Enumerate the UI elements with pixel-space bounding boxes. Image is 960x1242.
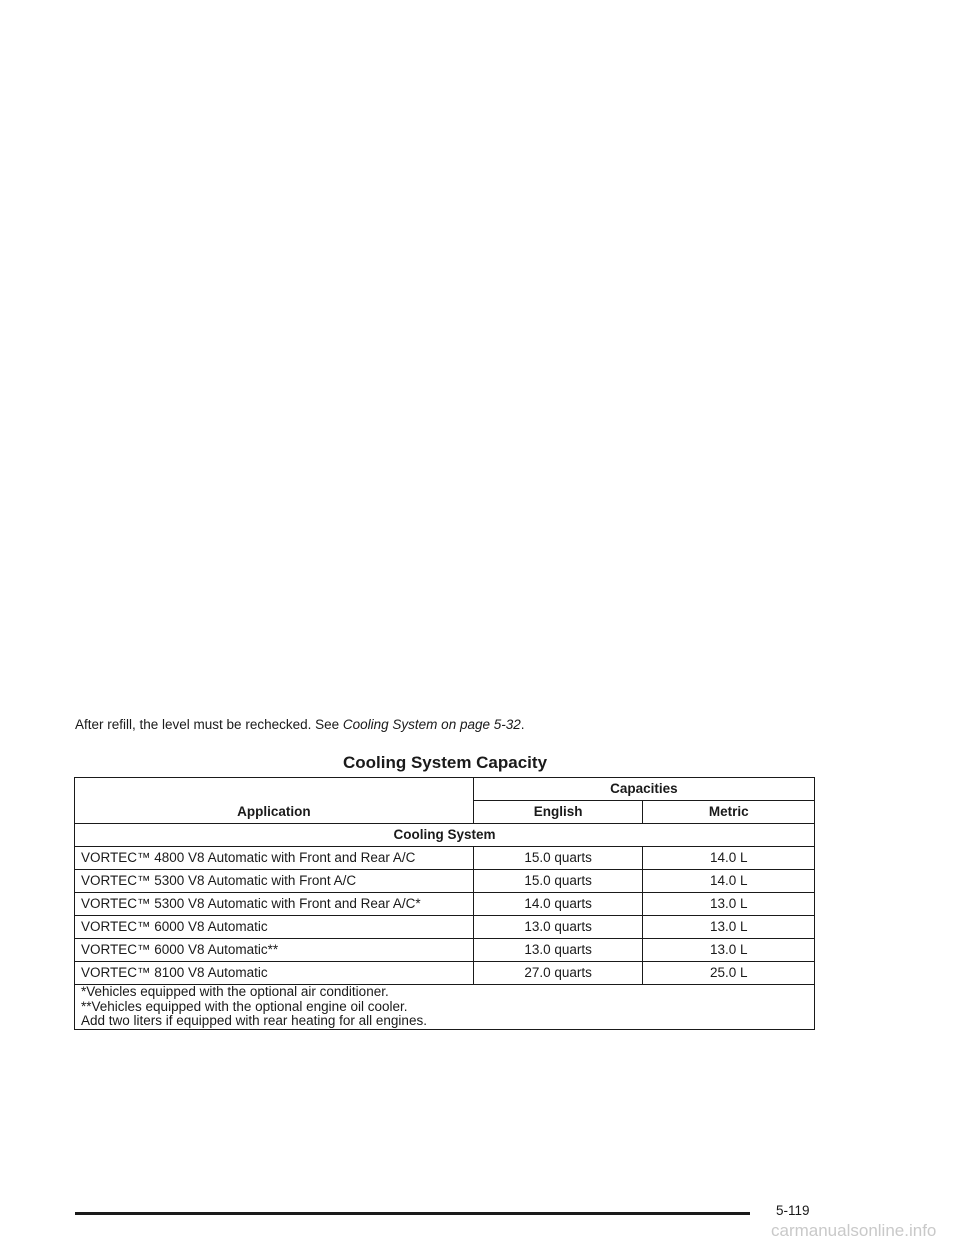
note-line: *Vehicles equipped with the optional air conditioner. — [81, 984, 389, 999]
cell-english: 27.0 quarts — [473, 962, 643, 985]
table-row — [75, 870, 815, 893]
intro-end: . — [520, 717, 525, 732]
cell-metric: 13.0 L — [643, 893, 815, 916]
cross-reference-link[interactable]: Cooling System on page 5-32 — [342, 717, 521, 732]
header-capacities: Capacities — [473, 778, 814, 801]
cell-english: 13.0 quarts — [473, 939, 643, 962]
note-line: Add two liters if equipped with rear heating for all engines. — [81, 1013, 427, 1028]
table-row — [75, 893, 815, 916]
cell-english: 15.0 quarts — [473, 870, 643, 893]
section-header: Cooling System — [75, 824, 815, 847]
cell-english: 13.0 quarts — [473, 916, 643, 939]
page-number: 5-119 — [776, 1203, 810, 1218]
header-english: English — [473, 801, 643, 824]
footer-rule — [75, 1212, 750, 1215]
cell-english: 14.0 quarts — [473, 893, 643, 916]
note-line: **Vehicles equipped with the optional engine oil cooler. — [81, 998, 408, 1014]
cell-application: VORTEC™ 4800 V8 Automatic with Front and Rear A/C — [75, 847, 474, 870]
table-row — [75, 847, 815, 870]
intro-text: After refill, the level must be rechecked. See — [75, 717, 343, 732]
header-metric: Metric — [643, 801, 815, 824]
cell-english: 15.0 quarts — [473, 847, 643, 870]
cell-metric: 14.0 L — [643, 847, 815, 870]
cell-metric: 14.0 L — [643, 870, 815, 893]
cooling-capacity-table — [74, 777, 815, 1030]
cell-application: VORTEC™ 5300 V8 Automatic with Front and Rear A/C* — [75, 893, 474, 916]
cell-application: VORTEC™ 8100 V8 Automatic — [75, 962, 474, 985]
cell-metric: 13.0 L — [643, 939, 815, 962]
table-notes — [75, 985, 815, 1030]
cell-metric: 25.0 L — [643, 962, 815, 985]
intro-paragraph — [75, 716, 525, 734]
watermark: carmanualsonline.info — [771, 1221, 937, 1240]
table-title: Cooling System Capacity — [342, 753, 548, 772]
cell-application: VORTEC™ 6000 V8 Automatic — [75, 916, 474, 939]
table-row — [75, 962, 815, 985]
header-application: Application — [75, 778, 474, 824]
table-row — [75, 916, 815, 939]
table-row — [75, 939, 815, 962]
cell-metric: 13.0 L — [643, 916, 815, 939]
cell-application: VORTEC™ 5300 V8 Automatic with Front A/C — [75, 870, 474, 893]
cell-application: VORTEC™ 6000 V8 Automatic** — [75, 939, 474, 962]
